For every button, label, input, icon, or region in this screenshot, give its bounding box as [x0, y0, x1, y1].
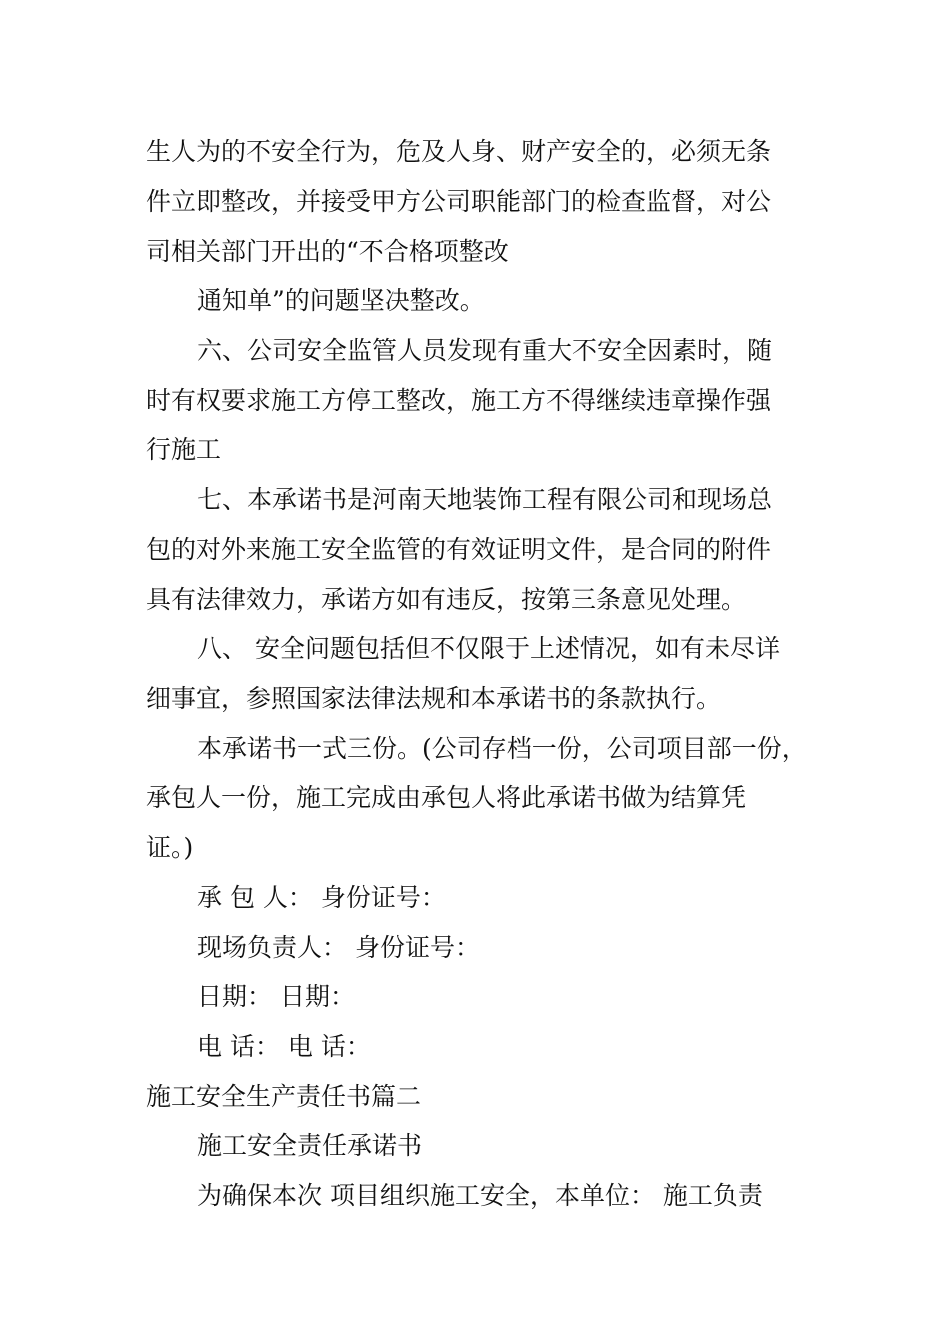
paragraph-line: 行施工	[146, 435, 222, 464]
section-heading: 施工安全生产责任书篇二	[146, 1082, 422, 1111]
paragraph-line: 六、公司安全监管人员发现有重大不安全因素时，随	[197, 336, 773, 365]
paragraph-line: 七、本承诺书是河南天地装饰工程有限公司和现场总	[197, 485, 773, 514]
paragraph-line: 时有权要求施工方停工整改，施工方不得继续违章操作强	[146, 386, 772, 415]
document-title: 施工安全责任承诺书	[197, 1131, 423, 1160]
signature-field-line: 日期： 日期：	[197, 982, 355, 1011]
paragraph-line: 生人为的不安全行为，危及人身、财产安全的，必须无条	[146, 137, 772, 166]
paragraph-line: 本承诺书一式三份。(公司存档一份，公司项目部一份，	[197, 734, 807, 763]
paragraph-line: 细事宜，参照国家法律法规和本承诺书的条款执行。	[146, 684, 722, 713]
paragraph-line: 具有法律效力，承诺方如有违反，按第三条意见处理。	[146, 585, 747, 614]
paragraph-line: 为确保本次 项目组织施工安全，本单位： 施工负责	[197, 1181, 763, 1210]
paragraph-line: 司相关部门开出的“不合格项整改	[146, 237, 509, 266]
signature-field-line: 电 话： 电 话：	[197, 1032, 371, 1061]
paragraph-line: 八、 安全问题包括但不仅限于上述情况，如有未尽详	[197, 634, 780, 663]
paragraph-line: 通知单”的问题坚决整改。	[197, 286, 485, 315]
paragraph-line: 件立即整改，并接受甲方公司职能部门的检查监督，对公	[146, 187, 772, 216]
paragraph-line: 包的对外来施工安全监管的有效证明文件，是合同的附件	[146, 535, 772, 564]
signature-field-line: 承 包 人： 身份证号：	[197, 883, 446, 912]
paragraph-line: 证。)	[146, 833, 194, 862]
signature-field-line: 现场负责人： 身份证号：	[197, 933, 480, 962]
paragraph-line: 承包人一份，施工完成由承包人将此承诺书做为结算凭	[146, 783, 747, 812]
